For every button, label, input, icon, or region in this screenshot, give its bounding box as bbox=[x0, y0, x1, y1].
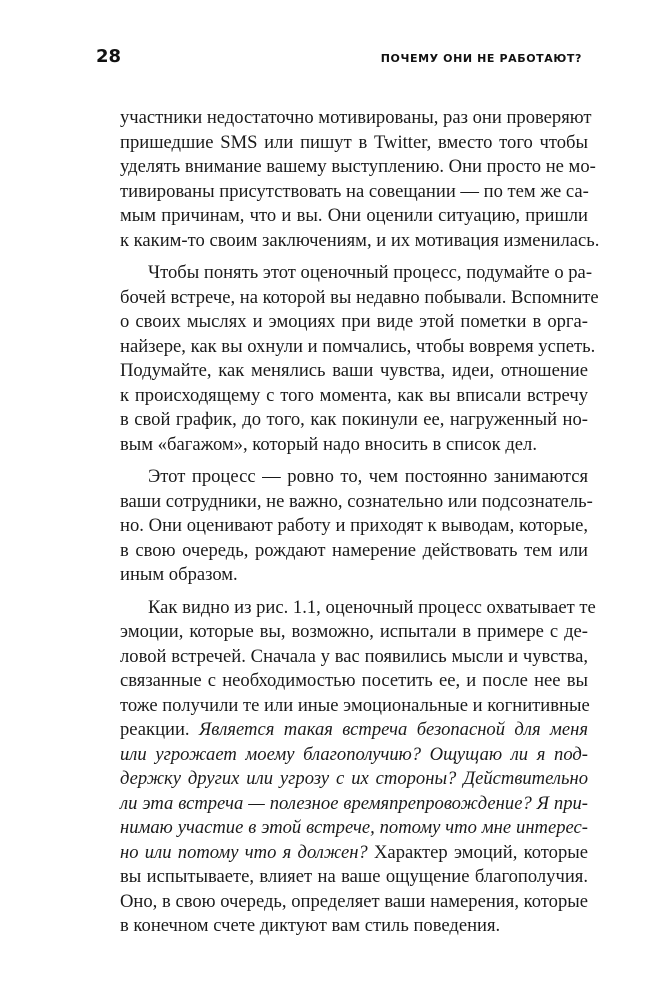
paragraph bbox=[120, 465, 593, 588]
text-line bbox=[120, 335, 596, 360]
text-line bbox=[120, 563, 588, 588]
text-line bbox=[120, 261, 593, 286]
paragraph bbox=[120, 106, 600, 253]
page-number: 28 bbox=[96, 46, 122, 67]
paragraph bbox=[120, 261, 599, 457]
text-line bbox=[120, 620, 588, 645]
text-line bbox=[120, 743, 588, 768]
text-run: бочей встрече, на которой вы недавно побывали. Вспомните bbox=[120, 286, 599, 308]
text-line bbox=[120, 596, 596, 621]
text-line bbox=[120, 669, 588, 694]
text-line bbox=[120, 841, 588, 866]
text-run: пришедшие SMS или пишут в Twitter, вместо того чтобы bbox=[120, 131, 588, 153]
text-run: эмоции, которые вы, возможно, испытали в примере с де- bbox=[120, 621, 588, 642]
text-run: ловой встречей. Сначала у вас появились мысли и чувства, bbox=[120, 645, 588, 667]
text-run: Подумайте, как менялись ваши чувства, идеи, отношение bbox=[120, 360, 588, 381]
text-run: вым «багажом», который надо вносить в список дел. bbox=[120, 433, 537, 455]
page-header bbox=[96, 46, 582, 67]
text-run: Этот процесс — ровно то, чем постоянно занимаются bbox=[148, 466, 588, 487]
text-line bbox=[120, 514, 588, 539]
text-run: вы испытываете, влияет на ваше ощущение благополучия. bbox=[120, 866, 588, 887]
text-run: связанные с необходимостью посетить ее, и после нее вы bbox=[120, 670, 588, 691]
text-line bbox=[120, 694, 588, 719]
text-line bbox=[120, 408, 588, 433]
italic-text: нимаю участие в этой встрече, потому что мне интерес- bbox=[120, 817, 588, 838]
body-text bbox=[120, 106, 600, 939]
text-line bbox=[120, 359, 588, 384]
text-run: участники недостаточно мотивированы, раз они проверяют bbox=[120, 107, 592, 128]
italic-text: держку других или угрозу с их стороны? Действительно bbox=[120, 768, 588, 789]
italic-text: Является такая встреча безопасной для меня bbox=[198, 719, 588, 740]
text-line bbox=[120, 384, 588, 409]
text-line bbox=[120, 204, 588, 229]
text-line bbox=[120, 865, 588, 890]
italic-text: но или потому что я должен? bbox=[120, 841, 368, 863]
text-line bbox=[120, 433, 588, 458]
text-run: в свой график, до того, как покинули ее, нагруженный но- bbox=[120, 409, 588, 430]
text-line bbox=[120, 465, 588, 490]
text-run: Характер эмоций, которые bbox=[367, 841, 588, 863]
text-run: иным образом. bbox=[120, 564, 238, 585]
text-run: ваши сотрудники, не важно, сознательно или подсознатель- bbox=[120, 490, 593, 512]
text-run: к каким-то своим заключениям, и их мотивация изменилась. bbox=[120, 229, 600, 251]
text-run: к происходящему с того момента, как вы вписали встречу bbox=[120, 384, 588, 406]
text-run: найзере, как вы охнули и помчались, чтобы вовремя успеть. bbox=[120, 335, 596, 357]
text-line bbox=[120, 286, 599, 311]
text-run: но. Они оценивают работу и приходят к выводам, которые, bbox=[120, 515, 588, 536]
text-run: Чтобы понять этот оценочный процесс, подумайте о ра- bbox=[148, 262, 593, 283]
text-run: реакции. bbox=[120, 719, 199, 740]
text-line bbox=[120, 890, 588, 915]
text-run: о своих мыслях и эмоциях при виде этой пометки в орга- bbox=[120, 311, 588, 332]
text-run: Оно, в свою очередь, определяет ваши намерения, которые bbox=[120, 890, 588, 912]
text-line bbox=[120, 645, 588, 670]
text-line bbox=[120, 792, 588, 817]
text-run: Как видно из рис. 1.1, оценочный процесс охватывает те bbox=[148, 596, 596, 618]
text-line bbox=[120, 106, 592, 131]
text-line bbox=[120, 229, 600, 254]
text-line bbox=[120, 718, 588, 743]
text-line bbox=[120, 539, 588, 564]
text-line bbox=[120, 310, 588, 335]
text-run: в конечном счете диктуют вам стиль поведения. bbox=[120, 915, 501, 936]
text-line bbox=[120, 490, 593, 515]
italic-text: или угрожает моему благополучию? Ощущаю ли я под- bbox=[120, 743, 588, 765]
paragraph bbox=[120, 596, 596, 939]
text-run: в свою очередь, рождают намерение действовать тем или bbox=[120, 539, 588, 561]
running-title: ПОЧЕМУ ОНИ НЕ РАБОТАЮТ? bbox=[380, 52, 582, 65]
text-run: тивированы присутствовать на совещании — по тем же са- bbox=[120, 180, 589, 202]
text-line bbox=[120, 816, 588, 841]
italic-text: ли эта встреча — полезное времяпрепровождение? Я при- bbox=[120, 792, 588, 814]
text-run: уделять внимание вашему выступлению. Они просто не мо- bbox=[120, 156, 596, 177]
text-line bbox=[120, 914, 588, 939]
text-run: мым причинам, что и вы. Они оценили ситуацию, пришли bbox=[120, 205, 588, 226]
text-line bbox=[120, 767, 588, 792]
text-line bbox=[120, 180, 588, 205]
text-line bbox=[120, 131, 588, 156]
text-run: тоже получили те или иные эмоциональные и когнитивные bbox=[120, 694, 590, 716]
text-line bbox=[120, 155, 596, 180]
